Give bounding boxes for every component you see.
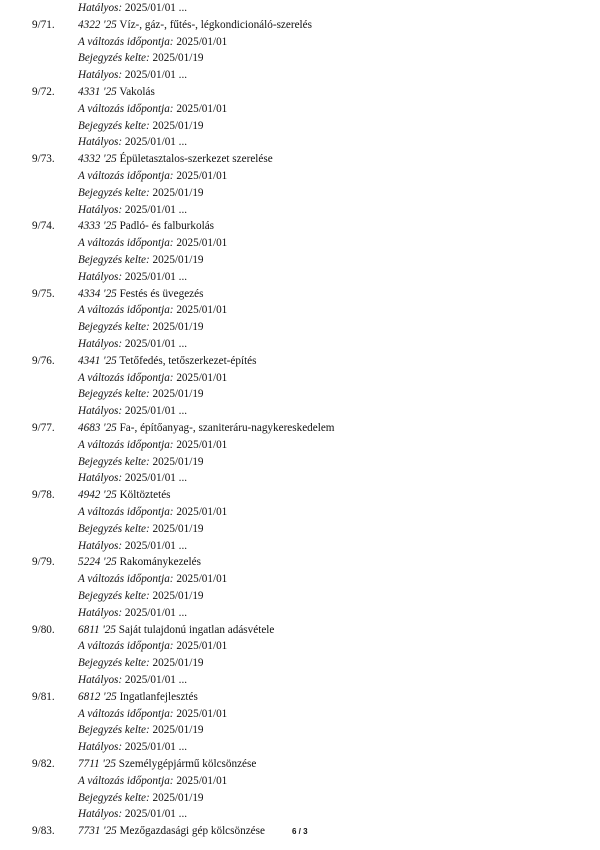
entry-number: 9/81. [32, 690, 55, 703]
effective-label: Hatályos: [78, 69, 123, 82]
effective-value: 2025/01/01 ... [124, 741, 188, 754]
entry-header [0, 756, 600, 773]
change-date-label: A változás időpontja: [78, 237, 174, 250]
effective-value: 2025/01/01 ... [124, 808, 188, 821]
entry-title: Saját tulajdonú ingatlan adásvétele [118, 623, 275, 636]
entry-date-line [0, 118, 600, 135]
change-date-label: A változás időpontja: [78, 640, 174, 653]
effective-line [0, 269, 600, 286]
entry-date-label: Bejegyzés kelte: [78, 52, 150, 65]
entry-number: 9/76. [32, 354, 55, 367]
change-date-label: A változás időpontja: [78, 304, 174, 317]
effective-value: 2025/01/01 ... [124, 270, 188, 283]
change-date-line [0, 706, 600, 723]
effective-value: 2025/01/01 ... [124, 674, 188, 686]
entry-number: 9/74. [32, 220, 55, 233]
effective-line [0, 134, 600, 151]
entry-title: Rakománykezelés [119, 556, 201, 569]
effective-line [0, 806, 600, 823]
entry-date-line [0, 454, 600, 471]
change-date-value: 2025/01/01 [176, 102, 228, 115]
entry-title: Mezőgazdasági gép kölcsönzése [119, 825, 265, 838]
entry-header [0, 420, 600, 437]
entry-date-label: Bejegyzés kelte: [78, 388, 150, 401]
effective-line [0, 672, 600, 689]
entry-date-line [0, 790, 600, 807]
effective-line [0, 67, 600, 84]
effective-value: 2025/01/01 ... [124, 606, 188, 619]
entry-title: Padló- és falburkolás [119, 220, 215, 233]
effective-label: Hatályos: [78, 741, 123, 754]
change-date-label: A változás időpontja: [78, 774, 174, 787]
entry-date-value: 2025/01/19 [152, 321, 204, 334]
change-date-value: 2025/01/01 [176, 371, 228, 384]
change-date-line [0, 168, 600, 185]
entry-header [0, 689, 600, 706]
entry-date-value: 2025/01/19 [152, 724, 204, 737]
page-number: 6 / 3 [292, 827, 308, 836]
effective-label: Hatályos: [78, 606, 123, 619]
change-date-value: 2025/01/01 [176, 506, 228, 518]
entry-date-value: 2025/01/19 [152, 52, 204, 65]
change-date-value: 2025/01/01 [176, 774, 228, 787]
entry-date-value: 2025/01/19 [152, 119, 204, 132]
entry-number: 9/82. [32, 758, 55, 770]
effective-label: Hatályos: [78, 674, 123, 686]
entry-header [0, 151, 600, 168]
entry-title: Költöztetés [119, 489, 171, 502]
effective-label: Hatályos: [78, 338, 123, 350]
change-date-value: 2025/01/01 [176, 304, 228, 317]
effective-label: Hatályos: [78, 405, 123, 418]
entry-date-value: 2025/01/19 [152, 590, 204, 602]
change-date-label: A változás időpontja: [78, 438, 174, 451]
effective-label: Hatályos: [78, 2, 123, 14]
effective-line [0, 470, 600, 487]
entry-code: 4334 '25 [78, 287, 117, 300]
entry-date-value: 2025/01/19 [152, 388, 204, 401]
change-date-line [0, 302, 600, 319]
entry-number: 9/80. [32, 623, 55, 636]
effective-label: Hatályos: [78, 136, 123, 149]
entry-title: Festés és üvegezés [119, 287, 204, 300]
change-date-line [0, 235, 600, 252]
change-date-value: 2025/01/01 [176, 237, 228, 250]
entry-header [0, 353, 600, 370]
entry-header [0, 218, 600, 235]
entry-code: 7711 '25 [78, 758, 116, 770]
entry-date-value: 2025/01/19 [152, 455, 204, 468]
entry-date-line [0, 252, 600, 269]
entry-code: 5224 '25 [78, 556, 117, 569]
change-date-line [0, 571, 600, 588]
entry-date-line [0, 521, 600, 538]
entry-date-label: Bejegyzés kelte: [78, 657, 150, 670]
entry-date-label: Bejegyzés kelte: [78, 455, 150, 468]
entry-date-value: 2025/01/19 [152, 254, 204, 266]
entry-number: 9/79. [32, 556, 55, 569]
entry-date-label: Bejegyzés kelte: [78, 254, 150, 266]
effective-value: 2025/01/01 ... [124, 2, 188, 14]
change-date-value: 2025/01/01 [176, 640, 228, 653]
entry-number: 9/78. [32, 489, 55, 502]
top-effective-line [0, 0, 600, 17]
change-date-label: A változás időpontja: [78, 371, 174, 384]
entry-code: 4333 '25 [78, 220, 117, 233]
entry-date-label: Bejegyzés kelte: [78, 321, 150, 334]
entry-title: Ingatlanfejlesztés [119, 690, 198, 703]
effective-label: Hatályos: [78, 808, 123, 821]
change-date-line [0, 504, 600, 521]
entry-code: 4942 '25 [78, 489, 117, 502]
entry-title: Víz-, gáz-, fűtés-, légkondicionáló-szerelés [119, 18, 312, 31]
entry-date-line [0, 319, 600, 336]
entry-date-line [0, 386, 600, 403]
entry-date-line [0, 655, 600, 672]
effective-value: 2025/01/01 ... [124, 472, 188, 485]
entry-title: Személygépjármű kölcsönzése [118, 758, 257, 770]
effective-line [0, 336, 600, 353]
change-date-line [0, 638, 600, 655]
entry-code: 4331 '25 [78, 86, 117, 98]
change-date-value: 2025/01/01 [176, 438, 228, 451]
effective-line [0, 739, 600, 756]
entry-date-line [0, 185, 600, 202]
change-date-label: A változás időpontja: [78, 707, 174, 720]
change-date-label: A változás időpontja: [78, 35, 174, 48]
effective-value: 2025/01/01 ... [124, 69, 188, 82]
change-date-value: 2025/01/01 [176, 35, 228, 48]
effective-line [0, 202, 600, 219]
entry-header [0, 554, 600, 571]
change-date-line [0, 437, 600, 454]
entry-code: 4322 '25 [78, 18, 117, 31]
entry-date-line [0, 722, 600, 739]
entry-code: 4332 '25 [78, 153, 117, 166]
change-date-label: A változás időpontja: [78, 102, 174, 115]
effective-label: Hatályos: [78, 203, 123, 216]
entry-title: Épületasztalos-szerkezet szerelése [119, 153, 273, 166]
effective-line [0, 538, 600, 555]
entry-code: 4341 '25 [78, 354, 117, 367]
entry-header [0, 622, 600, 639]
entry-code: 6812 '25 [78, 690, 117, 703]
change-date-label: A változás időpontja: [78, 573, 174, 586]
entry-number: 9/83. [32, 825, 55, 838]
entry-date-value: 2025/01/19 [152, 657, 204, 670]
entry-date-value: 2025/01/19 [152, 522, 204, 535]
entry-date-label: Bejegyzés kelte: [78, 590, 150, 602]
entry-date-value: 2025/01/19 [152, 186, 204, 199]
change-date-line [0, 34, 600, 51]
effective-value: 2025/01/01 ... [124, 136, 188, 149]
effective-value: 2025/01/01 ... [124, 338, 188, 350]
entry-title: Fa-, építőanyag-, szaniteráru-nagykereskedelem [119, 422, 335, 434]
change-date-line [0, 370, 600, 387]
entry-header [0, 286, 600, 303]
entry-date-label: Bejegyzés kelte: [78, 186, 150, 199]
entry-header [0, 17, 600, 34]
entry-date-label: Bejegyzés kelte: [78, 791, 150, 804]
entry-number: 9/75. [32, 287, 55, 300]
change-date-value: 2025/01/01 [176, 573, 228, 586]
entry-title: Vakolás [119, 86, 155, 98]
entry-header [0, 84, 600, 101]
entry-date-line [0, 588, 600, 605]
entry-code: 7731 '25 [78, 825, 117, 838]
entry-number: 9/72. [32, 86, 55, 98]
entry-date-value: 2025/01/19 [152, 791, 204, 804]
entry-header [0, 487, 600, 504]
entry-code: 4683 '25 [78, 422, 117, 434]
entry-date-label: Bejegyzés kelte: [78, 522, 150, 535]
change-date-label: A változás időpontja: [78, 170, 174, 182]
effective-label: Hatályos: [78, 472, 123, 485]
change-date-line [0, 773, 600, 790]
entry-date-label: Bejegyzés kelte: [78, 119, 150, 132]
effective-line [0, 403, 600, 420]
effective-value: 2025/01/01 ... [124, 539, 188, 552]
effective-value: 2025/01/01 ... [124, 203, 188, 216]
effective-label: Hatályos: [78, 270, 123, 283]
change-date-line [0, 101, 600, 118]
change-date-value: 2025/01/01 [176, 707, 228, 720]
effective-label: Hatályos: [78, 539, 123, 552]
entry-code: 6811 '25 [78, 623, 116, 636]
effective-line [0, 605, 600, 622]
entry-title: Tetőfedés, tetőszerkezet-építés [119, 354, 257, 367]
effective-value: 2025/01/01 ... [124, 405, 188, 418]
entry-date-label: Bejegyzés kelte: [78, 724, 150, 737]
entry-date-line [0, 50, 600, 67]
change-date-label: A változás időpontja: [78, 506, 174, 518]
entry-number: 9/77. [32, 422, 55, 434]
change-date-value: 2025/01/01 [176, 170, 228, 182]
entry-number: 9/71. [32, 18, 55, 31]
entry-number: 9/73. [32, 153, 55, 166]
